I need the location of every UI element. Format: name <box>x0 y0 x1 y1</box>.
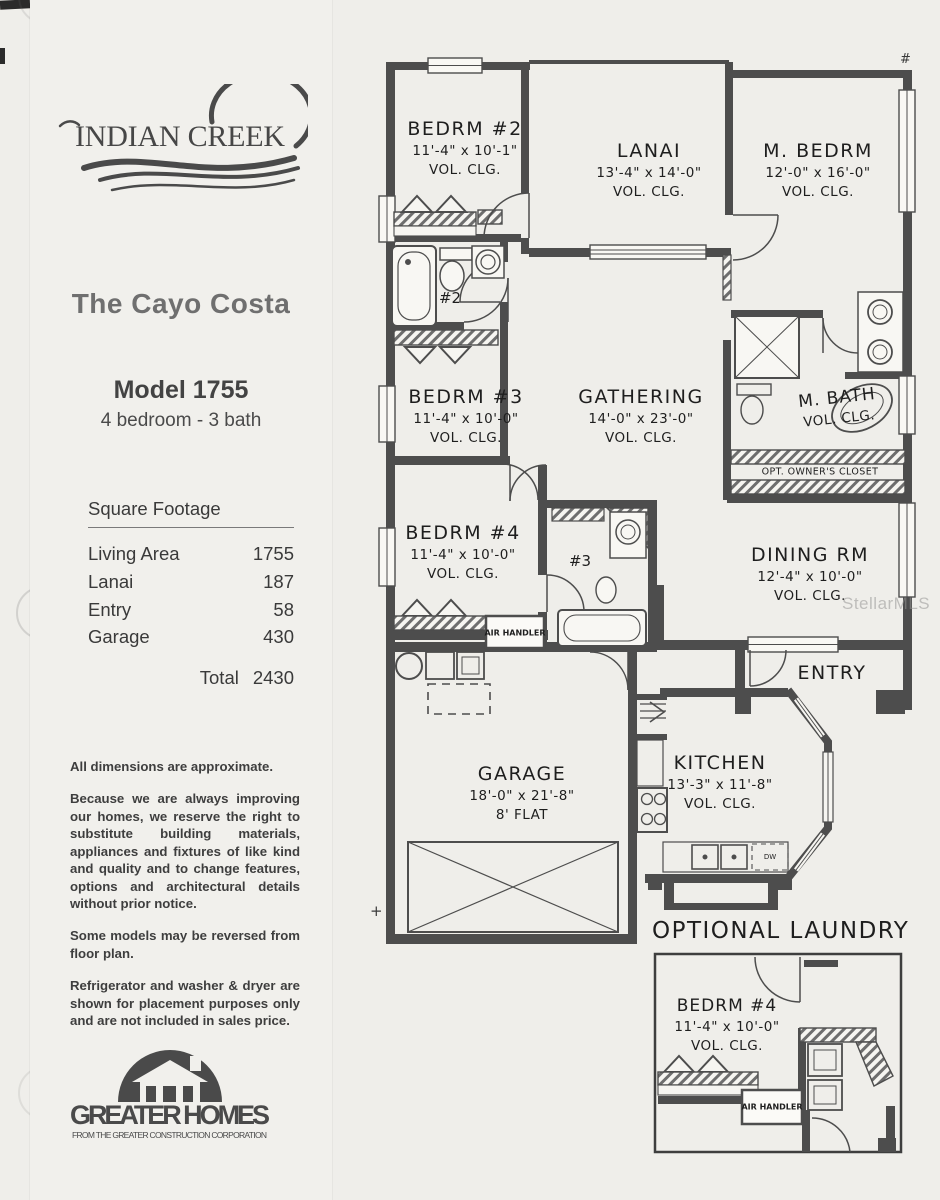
survey-hash-mark: # <box>900 52 911 67</box>
pantry-shelves <box>640 702 666 722</box>
sqft-row: Lanai 187 <box>88 570 294 592</box>
room-label-entry: ENTRY <box>797 662 867 684</box>
disclaimer-paragraph: Refrigerator and washer & dryer are shown for placement purposes only and are not included in sales price. <box>70 978 300 1029</box>
owners-closet-label: OPT. OWNER'S CLOSET <box>761 466 879 478</box>
room-label-bedrm4: BEDRM #4 11'-4" x 10'-0" VOL. CLG. <box>405 522 521 582</box>
bath3-number-label: #3 <box>568 552 592 570</box>
room-label-dining: DINING RM 12'-4" x 10'-0" VOL. CLG. <box>750 544 870 604</box>
disclaimer-paragraph: Some models may be reversed from floor plan. <box>70 928 300 961</box>
room-label-gathering: GATHERING 14'-0" x 23'-0" VOL. CLG. <box>578 386 704 446</box>
room-label-kitchen: KITCHEN 13'-3" x 11'-8" VOL. CLG. <box>667 752 773 812</box>
sqft-row: Garage 430 <box>88 626 294 648</box>
optional-laundry-title: OPTIONAL LAUNDRY <box>652 918 910 944</box>
sqft-row: Living Area 1755 <box>88 543 294 564</box>
square-footage-title: Square Footage <box>88 498 294 528</box>
mls-watermark: StellarMLS <box>842 594 931 613</box>
model-subtitle: 4 bedroom - 3 bath <box>100 410 262 431</box>
builder-name: GREATER HOMES <box>70 1100 270 1130</box>
room-label-optional-bedrm4: BEDRM #4 11'-4" x 10'-0" VOL. CLG. <box>674 996 780 1054</box>
builder-tagline: FROM THE GREATER CONSTRUCTION CORPORATION <box>72 1130 268 1140</box>
disclaimer-paragraph: All dimensions are approximate. <box>70 759 274 774</box>
brand-name: INDIAN CREEK <box>75 120 287 153</box>
survey-plus-mark: + <box>370 902 383 920</box>
room-label-master-bedroom: M. BEDRM 12'-0" x 16'-0" VOL. CLG. <box>763 140 873 200</box>
room-label-bedrm2: BEDRM #2 11'-4" x 10'-1" VOL. CLG. <box>407 118 523 178</box>
model-number: Model 1755 <box>113 376 249 404</box>
bath3-fixtures <box>558 512 646 646</box>
bath2-fixtures <box>392 246 504 326</box>
plan-name: The Cayo Costa <box>71 288 291 319</box>
sqft-total-row: Total 2430 <box>199 667 294 688</box>
dishwasher-label: DW <box>763 853 777 861</box>
air-handler-label: AIR HANDLER <box>484 628 546 638</box>
room-label-master-bath: M. BATH VOL. CLG. <box>797 384 877 431</box>
room-label-garage: GARAGE 18'-0" x 21'-8" 8' FLAT <box>469 763 575 823</box>
disclaimer-paragraph: Because we are always improving our homes, we reserve the right to substitute building materials, appliances and fixtures of like kind and quality and to change features, options and architectural details without prior notice. <box>70 791 300 911</box>
bath2-number-label: #2 <box>438 289 462 307</box>
air-handler-label: AIR HANDLER <box>741 1102 803 1112</box>
sqft-row: Entry 58 <box>88 598 294 620</box>
room-label-lanai: LANAI 13'-4" x 14'-0" VOL. CLG. <box>596 140 702 200</box>
room-label-bedrm3: BEDRM #3 11'-4" x 10'-0" VOL. CLG. <box>408 386 524 446</box>
